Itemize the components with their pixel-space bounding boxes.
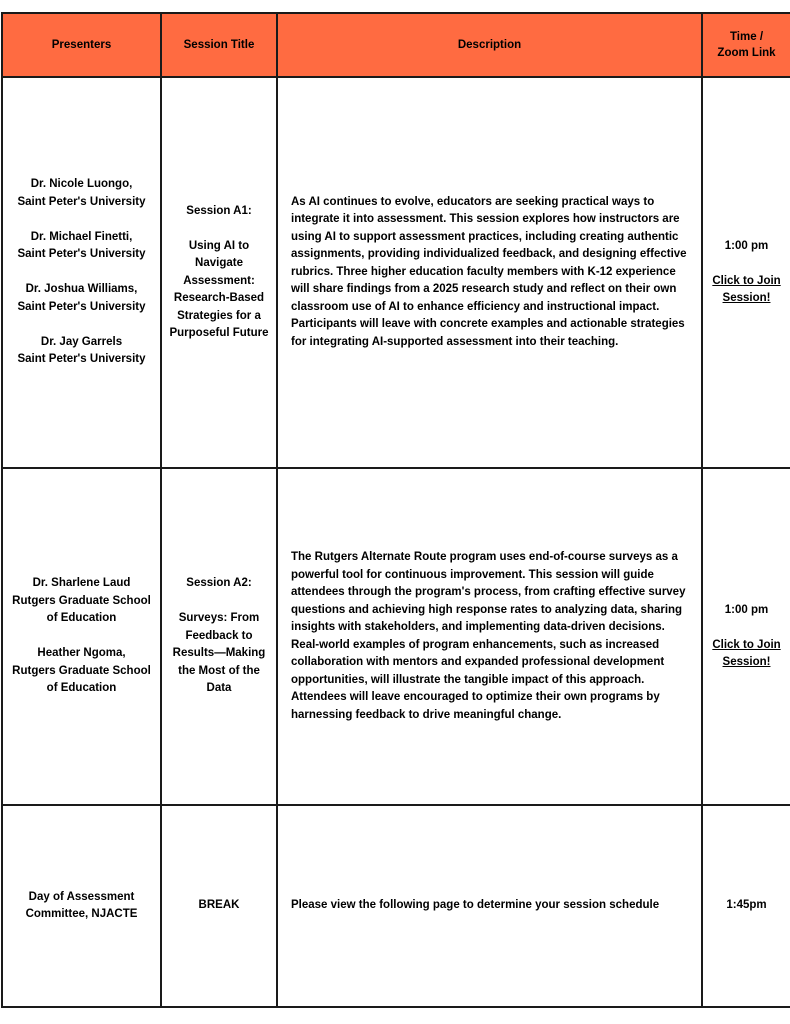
presenter-name: Dr. Sharlene Laud	[32, 577, 131, 590]
presenter-affiliation: Rutgers Graduate School of Education	[12, 664, 151, 695]
presenter-name: Heather Ngoma,	[37, 647, 126, 660]
presenter-affiliation: Rutgers Graduate School of Education	[12, 594, 151, 625]
header-time-zoom	[702, 13, 790, 77]
session-time: 1:00 pm	[724, 603, 769, 616]
table-header-row	[2, 13, 790, 77]
presenter-affiliation: Saint Peter's University	[17, 353, 146, 366]
table-row	[2, 77, 790, 468]
session-time: 1:00 pm	[724, 239, 769, 252]
time-cell	[702, 468, 790, 805]
zoom-join-link[interactable]: Click to Join Session!	[712, 638, 781, 668]
time-cell	[702, 77, 790, 468]
presenters-cell	[2, 77, 161, 468]
presenter-affiliation: Saint Peter's University	[17, 248, 146, 261]
session-schedule-table	[1, 12, 790, 1008]
header-description: Description	[277, 13, 702, 77]
description-cell: The Rutgers Alternate Route program uses end-of-course surveys as a powerful tool for continuous improvement. This session will guide attendees through the program's process, from crafting effective survey questions and achieving high response rates to analyzing data, sharing insights with stakeholders, and implementing data-driven decisions. Real-world examples of program enhancements, such as increased collaboration with mentors and expanded professional development opportunities, will illustrate the tangible impact of this approach. Attendees will leave encouraged to optimize their own programs by harnessing feedback to drive meaningful change.	[277, 468, 702, 805]
header-presenters: Presenters	[2, 13, 161, 77]
description-cell: As AI continues to evolve, educators are seeking practical ways to integrate it into assessment. This session explores how instructors are using AI to support assessment practices, including creating authentic assignments, providing individualized feedback, and designing effective rubrics. Three higher education faculty members with K-12 experience will share findings from a 2025 research study and reflect on their own classroom use of AI to enhance efficiency and instructional impact. Participants will leave with concrete examples and actionable strategies for integrating AI-supported assessment into their teaching.	[277, 77, 702, 468]
header-time-label: Time /	[729, 31, 764, 43]
presenter-affiliation: Saint Peter's University	[17, 300, 146, 313]
session-label: Session A2:	[186, 577, 252, 590]
time-cell: 1:45pm	[702, 805, 790, 1007]
presenters-cell: Day of Assessment Committee, NJACTE	[2, 805, 161, 1007]
session-title: Using AI to Navigate Assessment: Research-Based Strategies for a Purposeful Future	[169, 239, 269, 339]
session-title-cell	[161, 468, 277, 805]
presenter-name: Dr. Michael Finetti,	[30, 230, 133, 243]
session-title-cell	[161, 77, 277, 468]
presenter-name: Dr. Joshua Williams,	[25, 283, 138, 296]
table-row	[2, 805, 790, 1007]
description-cell: Please view the following page to determine your session schedule	[277, 805, 702, 1007]
header-zoom-label: Zoom Link	[717, 47, 776, 59]
session-title-cell: BREAK	[161, 805, 277, 1007]
presenter-name: Dr. Nicole Luongo,	[30, 178, 133, 191]
table-row	[2, 468, 790, 805]
header-session-title: Session Title	[161, 13, 277, 77]
presenters-cell	[2, 468, 161, 805]
zoom-join-link[interactable]: Click to Join Session!	[712, 274, 781, 304]
session-label: Session A1:	[186, 204, 252, 217]
presenter-name: Dr. Jay Garrels	[40, 335, 123, 348]
session-title: Surveys: From Feedback to Results—Making the Most of the Data	[172, 612, 266, 695]
presenter-affiliation: Saint Peter's University	[17, 195, 146, 208]
